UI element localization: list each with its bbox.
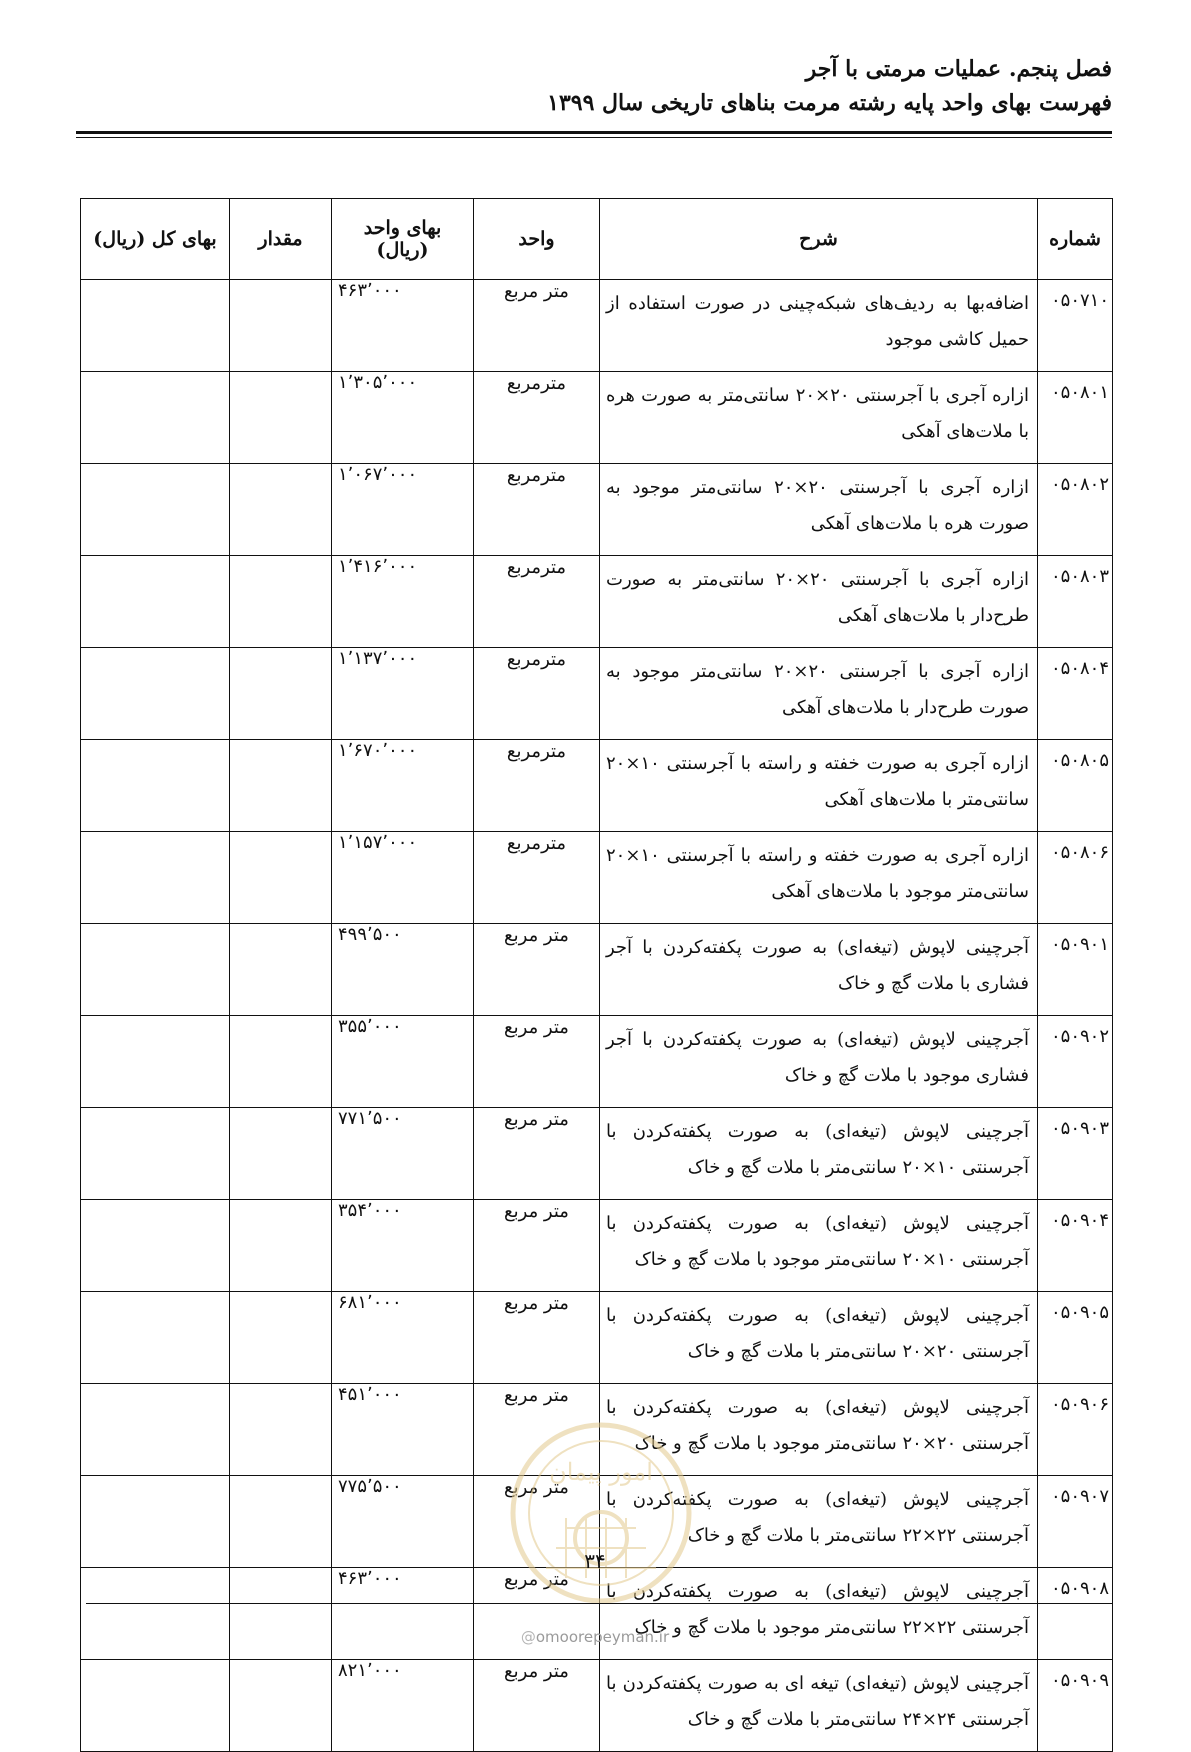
footer-rule	[86, 1603, 1112, 1604]
item-unit: مترمربع	[474, 372, 600, 464]
item-unit: مترمربع	[474, 556, 600, 648]
item-description: آجرچینی لاپوش (تیغه‌ای) به صورت پکفته‌کردن با آجرسنتی ۱۰×۲۰ سانتی‌متر موجود با ملات گچ و خاک	[600, 1200, 1038, 1292]
header-unit-price-label: بهای واحد	[363, 217, 442, 239]
table-row	[81, 832, 1113, 924]
item-code: ۰۵۰۹۰۸	[1038, 1568, 1113, 1660]
item-unit-price: ۴۵۱٬۰۰۰	[332, 1384, 474, 1476]
item-quantity	[230, 556, 332, 648]
item-code: ۰۵۰۹۰۷	[1038, 1476, 1113, 1568]
table-row	[81, 1660, 1113, 1752]
item-quantity	[230, 1292, 332, 1384]
item-unit: مترمربع	[474, 832, 600, 924]
item-description: ازاره آجری با آجرسنتی ۲۰×۲۰ سانتی‌متر موجود به صورت طرح‌دار با ملات‌های آهکی	[600, 648, 1038, 740]
table-row	[81, 1292, 1113, 1384]
item-unit-price: ۳۵۵٬۰۰۰	[332, 1016, 474, 1108]
item-code: ۰۵۰۹۰۶	[1038, 1384, 1113, 1476]
page-number: ۳۴	[584, 1549, 606, 1573]
item-total-price	[81, 924, 230, 1016]
item-unit-price: ۱٬۴۱۶٬۰۰۰	[332, 556, 474, 648]
item-unit: متر مربع	[474, 1108, 600, 1200]
item-code: ۰۵۰۹۰۹	[1038, 1660, 1113, 1752]
item-code: ۰۵۰۹۰۵	[1038, 1292, 1113, 1384]
item-code: ۰۵۰۸۰۲	[1038, 464, 1113, 556]
item-unit: متر مربع	[474, 1016, 600, 1108]
header-unit: واحد	[474, 199, 600, 280]
header-rule-thick	[76, 131, 1112, 134]
table-row	[81, 464, 1113, 556]
item-unit: متر مربع	[474, 1384, 600, 1476]
item-description: اضافه‌بها به ردیف‌های شبکه‌چینی در صورت استفاده از حمیل کاشی موجود	[600, 280, 1038, 372]
item-unit: متر مربع	[474, 1660, 600, 1752]
item-unit: مترمربع	[474, 740, 600, 832]
item-unit: مترمربع	[474, 464, 600, 556]
item-unit-price: ۱٬۶۷۰٬۰۰۰	[332, 740, 474, 832]
item-unit-price: ۱٬۱۵۷٬۰۰۰	[332, 832, 474, 924]
item-total-price	[81, 372, 230, 464]
table-row	[81, 372, 1113, 464]
header-unit-price	[332, 199, 474, 280]
page-header	[76, 52, 1112, 120]
item-description: ازاره آجری با آجرسنتی ۲۰×۲۰ سانتی‌متر به صورت هره با ملات‌های آهکی	[600, 372, 1038, 464]
item-quantity	[230, 372, 332, 464]
item-unit: متر مربع	[474, 924, 600, 1016]
item-description: آجرچینی لاپوش (تیغه‌ای) به صورت پکفته‌کردن با آجر فشاری با ملات گچ و خاک	[600, 924, 1038, 1016]
item-total-price	[81, 832, 230, 924]
item-total-price	[81, 648, 230, 740]
header-code: شماره	[1038, 199, 1113, 280]
item-unit: متر مربع	[474, 1292, 600, 1384]
item-description: آجرچینی لاپوش (تیغه‌ای) به صورت پکفته‌کردن با آجرسنتی ۱۰×۲۰ سانتی‌متر با ملات گچ و خاک	[600, 1108, 1038, 1200]
item-total-price	[81, 556, 230, 648]
item-description: آجرچینی لاپوش (تیغه‌ای) به صورت پکفته‌کردن با آجرسنتی ۲۰×۲۰ سانتی‌متر با ملات گچ و خاک	[600, 1292, 1038, 1384]
item-unit-price: ۴۹۹٬۵۰۰	[332, 924, 474, 1016]
item-total-price	[81, 280, 230, 372]
item-code: ۰۵۰۹۰۴	[1038, 1200, 1113, 1292]
item-unit-price: ۸۲۱٬۰۰۰	[332, 1660, 474, 1752]
item-description: آجرچینی لاپوش (تیغه‌ای) به صورت پکفته‌کردن با آجرسنتی ۲۰×۲۰ سانتی‌متر موجود با ملات گچ و خاک	[600, 1384, 1038, 1476]
item-total-price	[81, 1660, 230, 1752]
at-icon: @	[520, 1628, 536, 1646]
item-unit: مترمربع	[474, 648, 600, 740]
item-unit-price: ۳۵۴٬۰۰۰	[332, 1200, 474, 1292]
item-quantity	[230, 1568, 332, 1660]
item-code: ۰۵۰۹۰۲	[1038, 1016, 1113, 1108]
item-unit: متر مربع	[474, 1200, 600, 1292]
item-total-price	[81, 1108, 230, 1200]
table-row	[81, 1016, 1113, 1108]
item-description: ازاره آجری به صورت خفته و راسته با آجرسنتی ۱۰×۲۰ سانتی‌متر موجود با ملات‌های آهکی	[600, 832, 1038, 924]
chapter-title: فصل پنجم. عملیات مرمتی با آجر	[805, 56, 1112, 82]
item-total-price	[81, 464, 230, 556]
item-code: ۰۵۰۸۰۳	[1038, 556, 1113, 648]
seal-text: امور پیمان	[549, 1458, 653, 1486]
item-unit-price: ۱٬۳۰۵٬۰۰۰	[332, 372, 474, 464]
item-code: ۰۵۰۹۰۳	[1038, 1108, 1113, 1200]
item-unit-price: ۴۶۳٬۰۰۰	[332, 1568, 474, 1660]
item-quantity	[230, 1200, 332, 1292]
table-row	[81, 924, 1113, 1016]
item-description: آجرچینی لاپوش (تیغه‌ای) به صورت پکفته‌کردن با آجر فشاری موجود با ملات گچ و خاک	[600, 1016, 1038, 1108]
item-total-price	[81, 1568, 230, 1660]
item-total-price	[81, 1200, 230, 1292]
item-quantity	[230, 924, 332, 1016]
item-total-price	[81, 1384, 230, 1476]
item-unit-price: ۷۷۱٬۵۰۰	[332, 1108, 474, 1200]
item-code: ۰۵۰۷۱۰	[1038, 280, 1113, 372]
table-row	[81, 1384, 1113, 1476]
item-code: ۰۵۰۸۰۱	[1038, 372, 1113, 464]
item-unit: متر مربع	[474, 280, 600, 372]
item-unit-price: ۷۷۵٬۵۰۰	[332, 1476, 474, 1568]
table-row	[81, 1108, 1113, 1200]
item-unit: متر مربع	[474, 1568, 600, 1660]
item-quantity	[230, 1660, 332, 1752]
item-unit-price: ۱٬۰۶۷٬۰۰۰	[332, 464, 474, 556]
item-unit-price: ۴۶۳٬۰۰۰	[332, 280, 474, 372]
item-quantity	[230, 464, 332, 556]
item-description: ازاره آجری با آجرسنتی ۲۰×۲۰ سانتی‌متر موجود به صورت هره با ملات‌های آهکی	[600, 464, 1038, 556]
table-header-row	[81, 199, 1113, 280]
item-total-price	[81, 1292, 230, 1384]
item-code: ۰۵۰۸۰۵	[1038, 740, 1113, 832]
price-list-table	[80, 198, 1113, 1752]
document-subtitle: فهرست بهای واحد پایه رشته مرمت بناهای تاریخی سال ۱۳۹۹	[547, 90, 1112, 116]
item-unit-price: ۶۸۱٬۰۰۰	[332, 1292, 474, 1384]
item-description: ازاره آجری با آجرسنتی ۲۰×۲۰ سانتی‌متر به صورت طرح‌دار با ملات‌های آهکی	[600, 556, 1038, 648]
item-code: ۰۵۰۸۰۶	[1038, 832, 1113, 924]
site-handle-text: omoorepeyman.ir	[535, 1628, 670, 1646]
table-row	[81, 740, 1113, 832]
item-description: آجرچینی لاپوش (تیغه‌ای) به صورت پکفته‌کردن با آجرسنتی ۲۲×۲۲ سانتی‌متر با ملات گچ و خاک	[600, 1476, 1038, 1568]
header-total-price: بهای کل (ریال)	[81, 199, 230, 280]
table-row	[81, 1200, 1113, 1292]
item-quantity	[230, 1476, 332, 1568]
item-unit-price: ۱٬۱۳۷٬۰۰۰	[332, 648, 474, 740]
item-description: آجرچینی لاپوش (تیغه‌ای) به صورت پکفته‌کردن با آجرسنتی ۲۲×۲۲ سانتی‌متر موجود با ملات گچ و خاک	[600, 1568, 1038, 1660]
table-row	[81, 280, 1113, 372]
header-unit-price-currency: (ریال)	[376, 239, 429, 261]
item-quantity	[230, 1016, 332, 1108]
header-description: شرح	[600, 199, 1038, 280]
item-description: آجرچینی لاپوش (تیغه‌ای) تیغه ای به صورت پکفته‌کردن با آجرسنتی ۲۴×۲۴ سانتی‌متر با ملات گچ و خاک	[600, 1660, 1038, 1752]
item-total-price	[81, 1016, 230, 1108]
item-code: ۰۵۰۸۰۴	[1038, 648, 1113, 740]
item-quantity	[230, 280, 332, 372]
site-handle	[500, 1628, 690, 1646]
header-rule-thin	[76, 137, 1112, 138]
item-quantity	[230, 648, 332, 740]
item-total-price	[81, 740, 230, 832]
table-row	[81, 648, 1113, 740]
item-quantity	[230, 1108, 332, 1200]
item-total-price	[81, 1476, 230, 1568]
header-quantity: مقدار	[230, 199, 332, 280]
item-quantity	[230, 1384, 332, 1476]
item-code: ۰۵۰۹۰۱	[1038, 924, 1113, 1016]
item-unit: متر مربع	[474, 1476, 600, 1568]
item-quantity	[230, 832, 332, 924]
item-description: ازاره آجری به صورت خفته و راسته با آجرسنتی ۱۰×۲۰ سانتی‌متر با ملات‌های آهکی	[600, 740, 1038, 832]
table-row	[81, 556, 1113, 648]
item-quantity	[230, 740, 332, 832]
